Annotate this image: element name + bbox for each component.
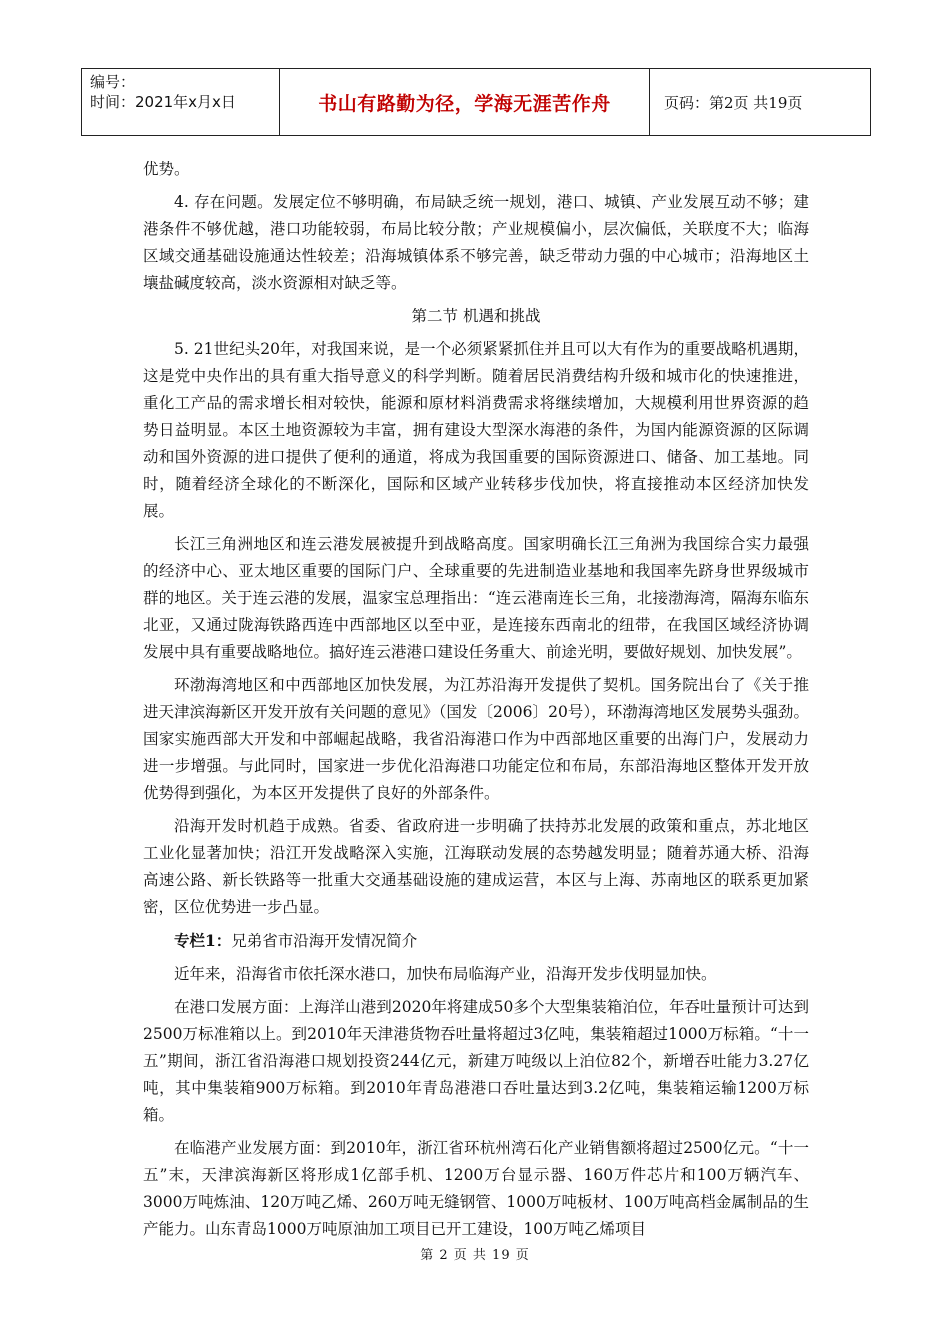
section-title: 第二节 机遇和挑战	[411, 307, 541, 325]
box-title: 兄弟省市沿海开发情况简介	[231, 932, 418, 950]
number-label: 编号：	[90, 73, 136, 91]
page-footer: 第 2 页 共 19 页	[420, 1248, 530, 1263]
header-page-info: 页码：第2页 共19页	[664, 93, 803, 112]
paragraph: 长江三角洲地区和连云港发展被提升到战略高度。国家明确长江三角洲为我国综合实力最强的经济中心、亚太地区重要的国际门户、全球重要的先进制造业基地和我国率先跻身世界级城市群的地区。关于连云港的发展，温家宝总理指出：“连云港南连长三角，北接渤海湾，隔海东临东北亚，又通过陇海铁路西连中西部地区以至中亚，是连接东西南北的纽带，在我国区域经济协调发展中具有重要战略地位。搞好连云港港口建设任务重大、前途光明，要做好规划、加快发展”。	[143, 535, 809, 661]
paragraph: 4. 存在问题。发展定位不够明确，布局缺乏统一规划，港口、城镇、产业发展互动不够；建港条件不够优越，港口功能较弱，布局比较分散；产业规模偏小，层次偏低，关联度不大；临海区域交通基础设施通达性较差；沿海城镇体系不够完善，缺乏带动力强的中心城市；沿海地区土壤盐碱度较高，淡水资源相对缺乏等。	[143, 193, 809, 292]
paragraph: 优势。	[143, 160, 190, 178]
page-header	[81, 68, 871, 136]
paragraph: 环渤海湾地区和中西部地区加快发展，为江苏沿海开发提供了契机。国务院出台了《关于推进天津滨海新区开发开放有关问题的意见》（国发〔2006〕20号），环渤海湾地区发展势头强劲。国家实施西部大开发和中部崛起战略，我省沿海港口作为中西部地区重要的出海门户，发展动力进一步增强。与此同时，国家进一步优化沿海港口功能定位和布局，东部沿海地区整体开发开放优势得到强化，为本区开发提供了良好的外部条件。	[143, 676, 809, 802]
box-heading	[143, 927, 809, 955]
date-line: 时间：2021年x月x日	[90, 93, 236, 111]
paragraph: 在临港产业发展方面：到2010年，浙江省环杭州湾石化产业销售额将超过2500亿元。“十一五”末，天津滨海新区将形成1亿部手机、1200万台显示器、160万件芯片和100万辆汽车、3000万吨炼油、120万吨乙烯、260万吨无缝钢管、1000万吨板材、100万吨高档金属制品的生产能力。山东青岛1000万吨原油加工项目已开工建设，100万吨乙烯项目	[143, 1139, 809, 1238]
document-body	[143, 156, 809, 1249]
header-motto: 书山有路勤为径，学海无涯苦作舟	[280, 69, 650, 135]
box-label: 专栏1：	[174, 931, 232, 950]
paragraph: 在港口发展方面：上海洋山港到2020年将建成50多个大型集装箱泊位，年吞吐量预计可达到2500万标准箱以上。到2010年天津港货物吞吐量将超过3亿吨，集装箱超过1000万标箱。“十一五”期间，浙江省沿海港口规划投资244亿元，新建万吨级以上泊位82个，新增吞吐能力3.27亿吨，其中集装箱900万标箱。到2010年青岛港港口吞吐量达到3.2亿吨，集装箱运输1200万标箱。	[143, 998, 809, 1124]
paragraph: 沿海开发时机趋于成熟。省委、省政府进一步明确了扶持苏北发展的政策和重点，苏北地区工业化显著加快；沿江开发战略深入实施，江海联动发展的态势越发明显；随着苏通大桥、沿海高速公路、新长铁路等一批重大交通基础设施的建成运营，本区与上海、苏南地区的联系更加紧密，区位优势进一步凸显。	[143, 817, 809, 916]
paragraph: 5. 21世纪头20年，对我国来说，是一个必须紧紧抓住并且可以大有作为的重要战略机遇期，这是党中央作出的具有重大指导意义的科学判断。随着居民消费结构升级和城市化的快速推进，重化工产品的需求增长相对较快，能源和原材料消费需求将继续增加，大规模利用世界资源的趋势日益明显。本区土地资源较为丰富，拥有建设大型深水海港的条件，为国内能源资源的区际调动和国外资源的进口提供了便利的通道，将成为我国重要的国际资源进口、储备、加工基地。同时，随着经济全球化的不断深化，国际和区域产业转移步伐加快，将直接推动本区经济加快发展。	[143, 340, 809, 520]
header-meta	[82, 69, 280, 135]
paragraph: 近年来，沿海省市依托深水港口，加快布局临海产业，沿海开发步伐明显加快。	[174, 965, 717, 983]
